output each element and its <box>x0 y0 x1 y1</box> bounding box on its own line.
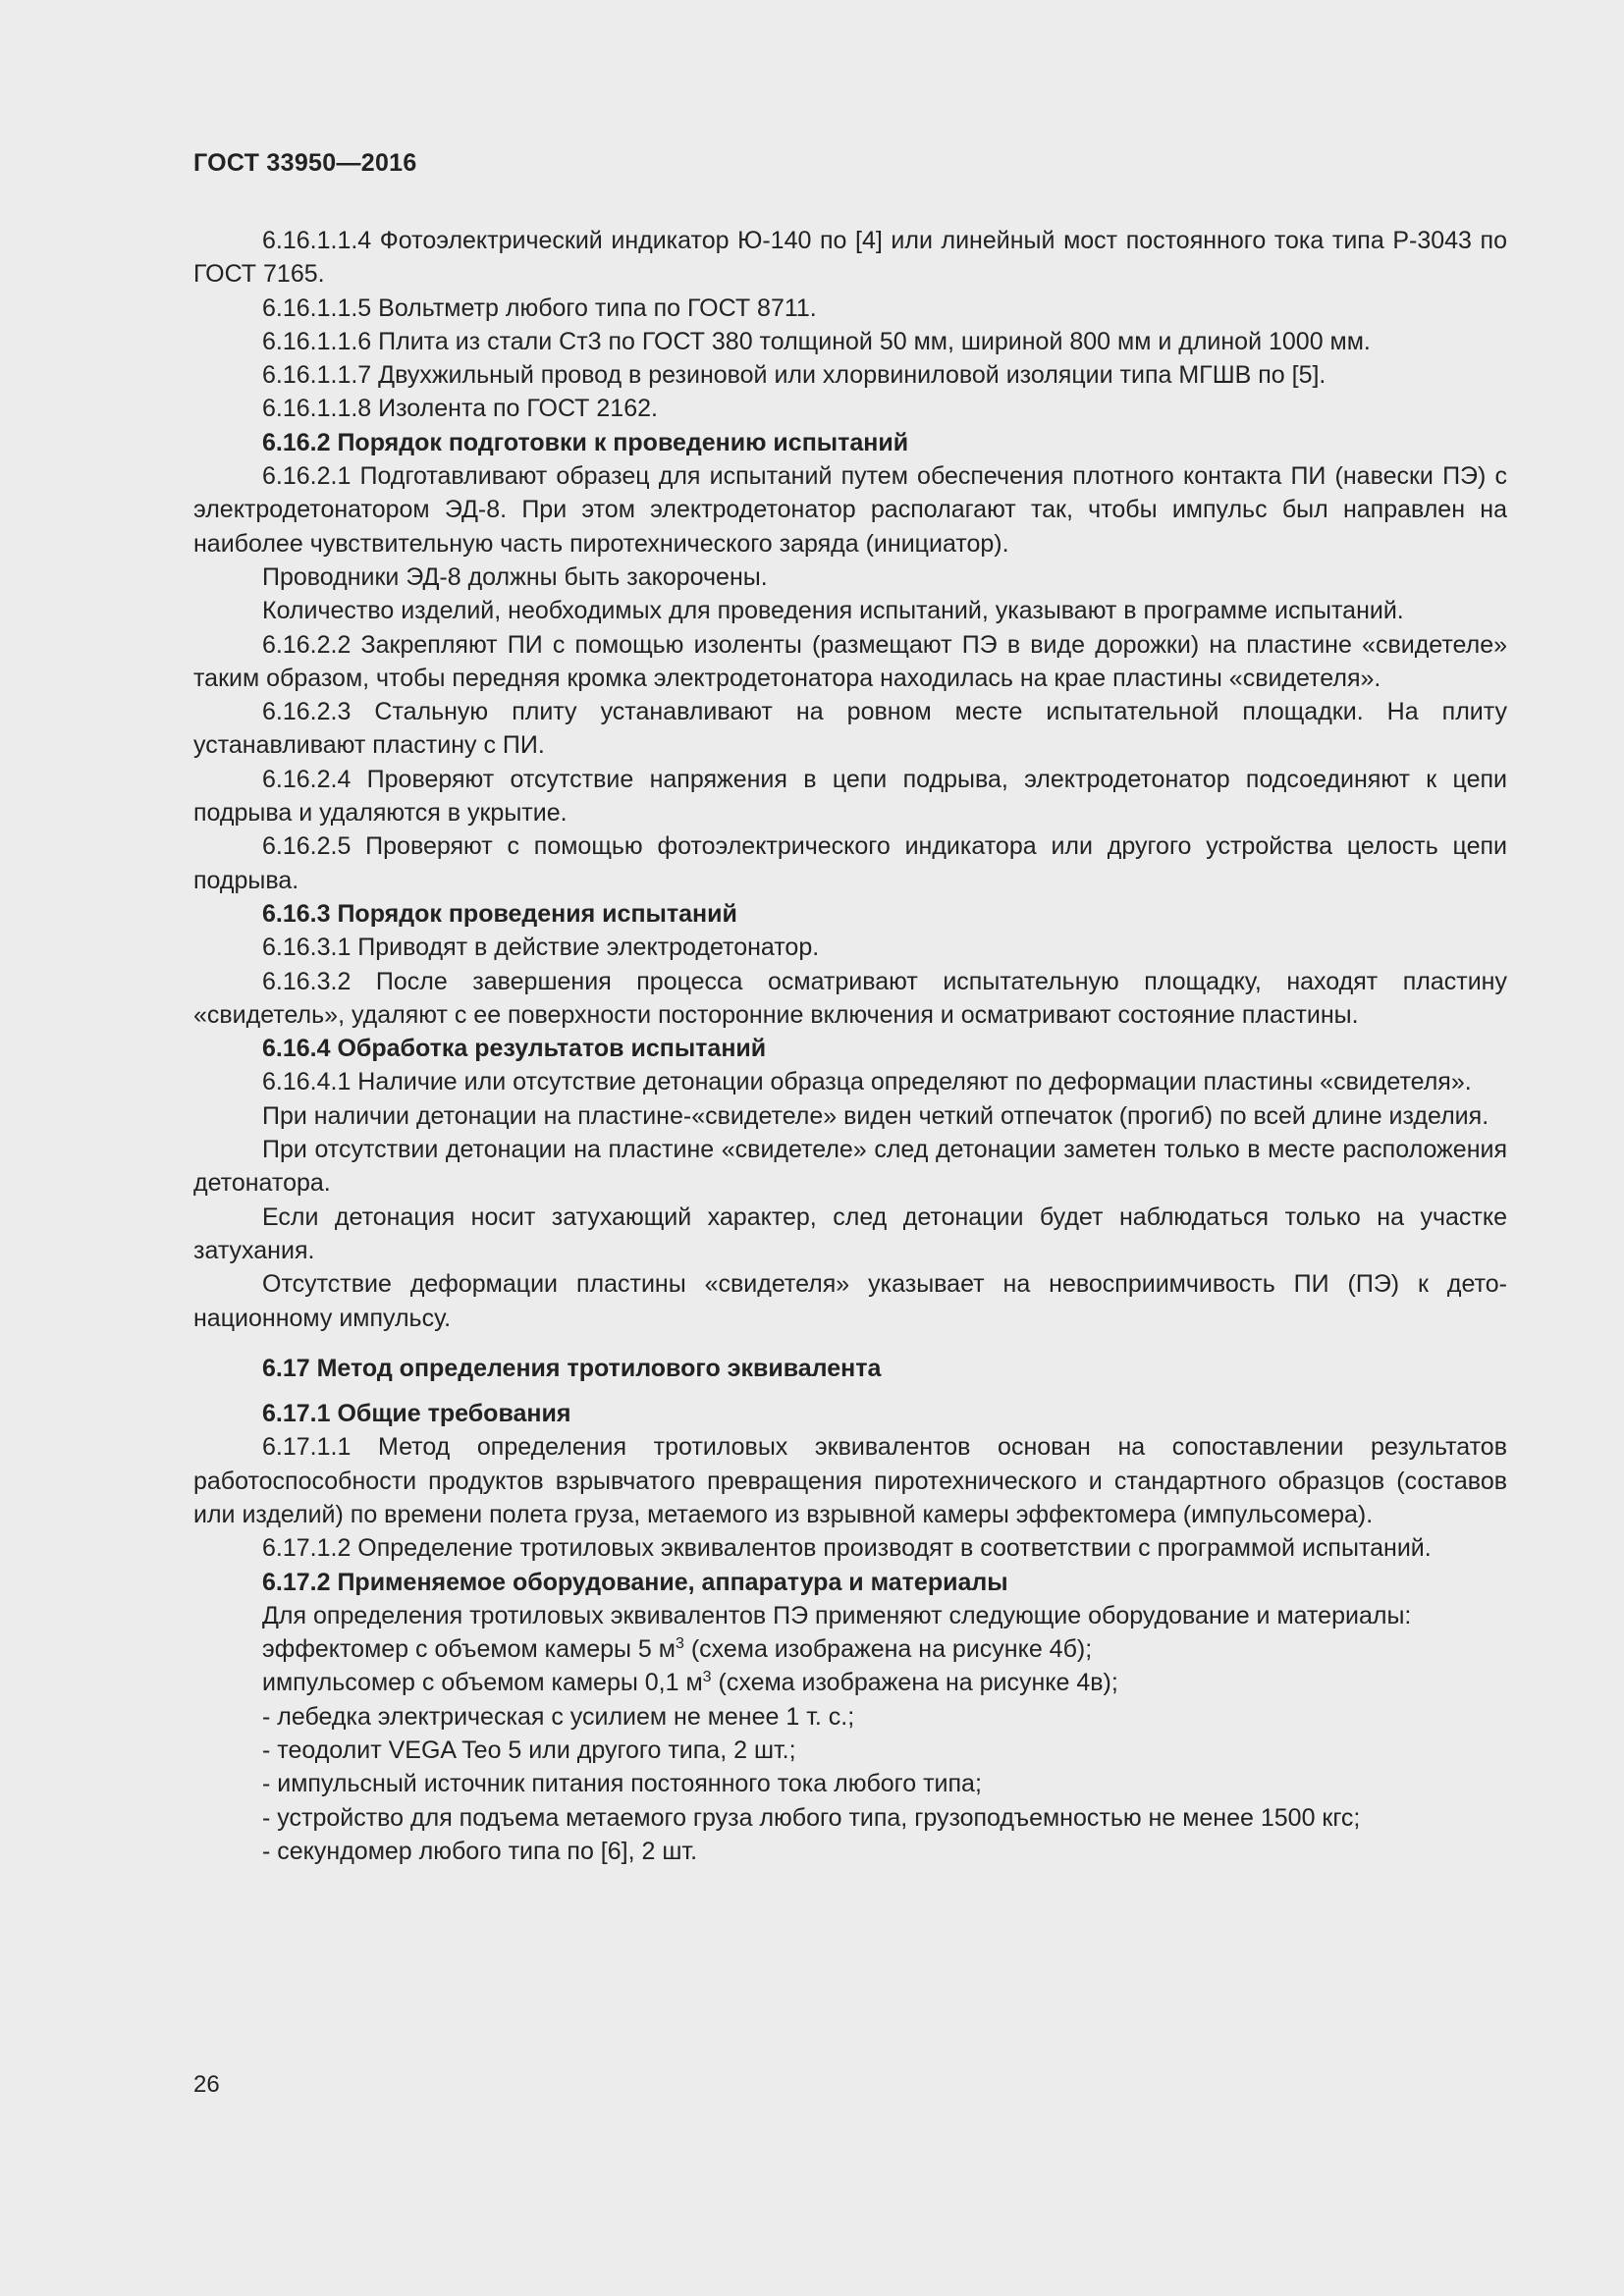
superscript: 3 <box>675 1635 684 1653</box>
section-heading: 6.17.1 Общие требования <box>262 1400 571 1428</box>
paragraph: 6.16.1.1.7 Двухжильный провод в резиновой или хлорвиниловой изоляции типа МГШВ по [5]. <box>262 361 1326 390</box>
paragraph: Для определения тротиловых эквивалентов ПЭ применяют следующие оборудование и материалы: <box>262 1601 1412 1629</box>
document-header: ГОСТ 33950—2016 <box>193 149 417 177</box>
paragraph: 6.16.2.5 Проверяют с помощью фотоэлектрического индикатора или другого устройства целость цепи подрыва. <box>193 832 1507 894</box>
paragraph: 6.16.3.2 После завершения процесса осматривают испытательную площадку, находят пластину «свидетель», удаляют с ее поверхности посторонние включения и осматривают состояние пластины. <box>193 967 1507 1029</box>
paragraph: 6.16.1.1.5 Вольтметр любого типа по ГОСТ 8711. <box>262 294 817 322</box>
list-item-text: импульсомер с объемом камеры 0,1 м <box>262 1669 703 1697</box>
paragraph: 6.16.2.3 Стальную плиту устанавливают на ровном месте испытательной площадки. На плиту устанавливают пластину с ПИ. <box>193 698 1507 760</box>
list-item: - теодолит VEGA Teo 5 или другого типа, 2 шт.; <box>262 1736 796 1765</box>
paragraph: Если детонация носит затухающий характер, след детонации будет наблюдаться только на участке затухания. <box>193 1202 1507 1264</box>
list-item-text: (схема изображена на рисунке 4б); <box>683 1635 1093 1664</box>
section-heading: 6.16.3 Порядок проведения испытаний <box>262 899 737 928</box>
section-heading: 6.17 Метод определения тротилового эквивалента <box>262 1354 882 1382</box>
paragraph: 6.16.1.1.6 Плита из стали Ст3 по ГОСТ 380 толщиной 50 мм, шириной 800 мм и длиной 1000 мм. <box>262 327 1371 355</box>
paragraph: 6.16.2.2 Закрепляют ПИ с помощью изоленты (размещают ПЭ в виде дорожки) на пластине «свидетеле» таким образом, чтобы передняя кромка электродетонатора находилась на крае пластины «свидетеля». <box>193 630 1507 692</box>
paragraph: 6.17.1.2 Определение тротиловых эквивалентов производят в соответствии с программой испытаний. <box>262 1534 1432 1563</box>
list-item: - секундомер любого типа по [6], 2 шт. <box>262 1837 698 1865</box>
list-item-text: эффектомер с объемом камеры 5 м <box>262 1635 676 1664</box>
section-heading: 6.17.2 Применяемое оборудование, аппаратура и материалы <box>262 1568 1008 1596</box>
paragraph: Проводники ЭД-8 должны быть закорочены. <box>262 562 768 591</box>
paragraph: 6.16.1.1.8 Изолента по ГОСТ 2162. <box>262 395 658 423</box>
paragraph: 6.16.2.1 Подготавливают образец для испытаний путем обеспечения плотного контакта ПИ (навески ПЭ) с электродетонатором ЭД-8. При этом электродетонатор располагают так, чтобы импульс был направлен на наиболее чувствительную часть пиротехнического заряда (инициатор). <box>193 462 1507 558</box>
paragraph: Количество изделий, необходимых для проведения испытаний, указывают в программе испытаний. <box>262 597 1404 625</box>
paragraph: 6.16.3.1 Приводят в действие электродетонатор. <box>262 934 820 962</box>
paragraph: При отсутствии детонации на пластине «свидетеле» след детонации заметен только в месте расположения детонатора. <box>193 1136 1507 1198</box>
list-item: - устройство для подъема метаемого груза любого типа, грузоподъемностью не менее 1500 кгс; <box>262 1803 1361 1832</box>
list-item: - импульсный источник питания постоянного тока любого типа; <box>262 1770 982 1798</box>
paragraph: 6.16.2.4 Проверяют отсутствие напряжения в цепи подрыва, электродетонатор подсоединяют к цепи подрыва и удаляются в укрытие. <box>193 765 1507 828</box>
section-heading: 6.16.4 Обработка результатов испытаний <box>262 1035 767 1063</box>
paragraph: Отсутствие деформации пластины «свидетеля» указывает на невосприимчивость ПИ (ПЭ) к детонационному импульсу. <box>193 1270 1507 1332</box>
paragraph: При наличии детонации на пластине-«свидетеле» виден четкий отпечаток (прогиб) по всей длине изделия. <box>262 1101 1489 1130</box>
section-heading: 6.16.2 Порядок подготовки к проведению испытаний <box>262 428 909 456</box>
paragraph: 6.16.1.1.4 Фотоэлектрический индикатор Ю-140 по [4] или линейный мост постоянного тока типа Р-3043 по ГОСТ 7165. <box>193 227 1507 289</box>
list-item: - лебедка электрическая с усилием не менее 1 т. с.; <box>262 1702 855 1731</box>
document-body <box>193 224 1507 1868</box>
list-item <box>193 1666 1507 1699</box>
list-item-text: (схема изображена на рисунке 4в); <box>711 1669 1118 1697</box>
paragraph: 6.16.4.1 Наличие или отсутствие детонации образца определяют по деформации пластины «свидетеля». <box>262 1068 1472 1096</box>
superscript: 3 <box>702 1669 712 1686</box>
page-number: 26 <box>193 2071 220 2098</box>
paragraph: 6.17.1.1 Метод определения тротиловых эквивалентов основан на сопоставлении результатов работоспособности продуктов взрывчатого превращения пиротехнического и стандартного образцов (составов или изделий) по времени полета груза, метаемого из взрывной камеры эффектомера (импульсомера). <box>193 1433 1507 1528</box>
list-item <box>193 1632 1507 1666</box>
